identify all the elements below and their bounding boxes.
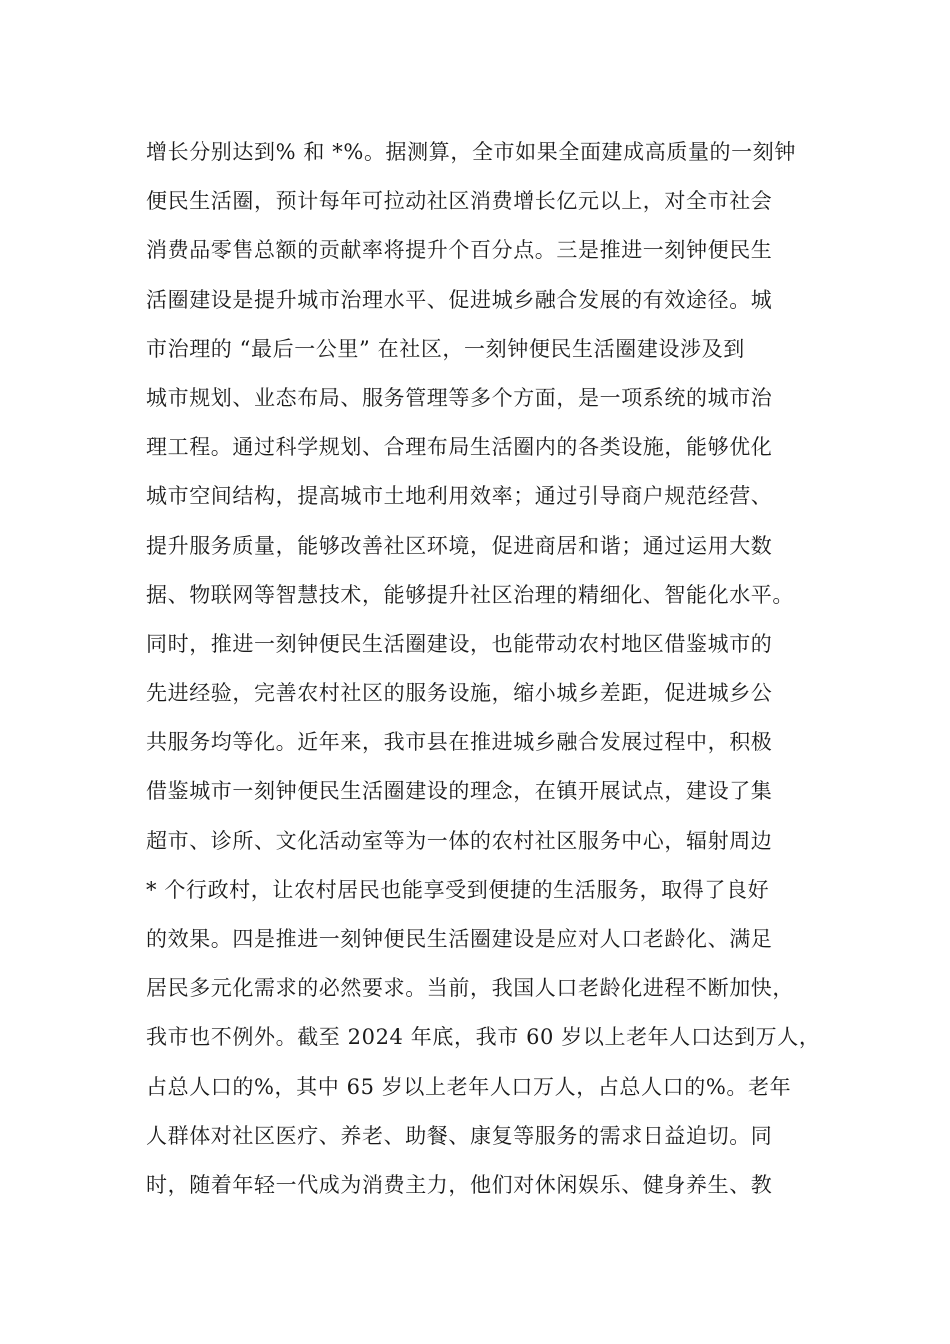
text-line: 便民生活圈，预计每年可拉动社区消费增长亿元以上，对全市社会 xyxy=(146,189,773,214)
text-line: 共服务均等化。近年来，我市县在推进城乡融合发展过程中，积极 xyxy=(146,730,773,755)
text-line: 城市规划、业态布局、服务管理等多个方面，是一项系统的城市治 xyxy=(146,385,773,410)
text-line: 消费品零售总额的贡献率将提升个百分点。三是推进一刻钟便民生 xyxy=(146,238,773,263)
text-line: 活圈建设是提升城市治理水平、促进城乡融合发展的有效途径。城 xyxy=(146,287,773,312)
text-line: 超市、诊所、文化活动室等为一体的农村社区服务中心，辐射周边 xyxy=(146,828,773,853)
text-line: 增长分别达到% 和 *%。据测算，全市如果全面建成高质量的一刻钟 xyxy=(146,140,796,164)
text-line: 城市空间结构，提高城市土地利用效率；通过引导商户规范经营、 xyxy=(146,484,773,509)
text-line: 人群体对社区医疗、养老、助餐、康复等服务的需求日益迫切。同 xyxy=(146,1123,773,1148)
text-line: 借鉴城市一刻钟便民生活圈建设的理念，在镇开展试点，建设了集 xyxy=(146,779,773,804)
text-line: 先进经验，完善农村社区的服务设施，缩小城乡差距，促进城乡公 xyxy=(146,681,773,706)
text-line: * 个行政村，让农村居民也能享受到便捷的生活服务，取得了良好 xyxy=(146,877,770,902)
text-line: 我市也不例外。截至 2024 年底，我市 60 岁以上老年人口达到万人， xyxy=(146,1025,821,1050)
body-text xyxy=(146,128,821,1210)
text-line: 居民多元化需求的必然要求。当前，我国人口老龄化进程不断加快， xyxy=(146,976,794,1001)
text-line: 同时，推进一刻钟便民生活圈建设，也能带动农村地区借鉴城市的 xyxy=(146,631,773,656)
text-line: 的效果。四是推进一刻钟便民生活圈建设是应对人口老龄化、满足 xyxy=(146,927,773,951)
text-line: 提升服务质量，能够改善社区环境，促进商居和谐；通过运用大数 xyxy=(146,533,773,558)
text-line: 理工程。通过科学规划、合理布局生活圈内的各类设施，能够优化 xyxy=(146,435,773,460)
text-line: 占总人口的%，其中 65 岁以上老年人口万人，占总人口的%。老年 xyxy=(146,1074,792,1099)
text-line: 据、物联网等智慧技术，能够提升社区治理的精细化、智能化水平。 xyxy=(146,582,794,607)
text-line: 时，随着年轻一代成为消费主力，他们对休闲娱乐、健身养生、教 xyxy=(146,1172,773,1197)
text-line: 市治理的 “最后一公里” 在社区，一刻钟便民生活圈建设涉及到 xyxy=(146,336,745,361)
